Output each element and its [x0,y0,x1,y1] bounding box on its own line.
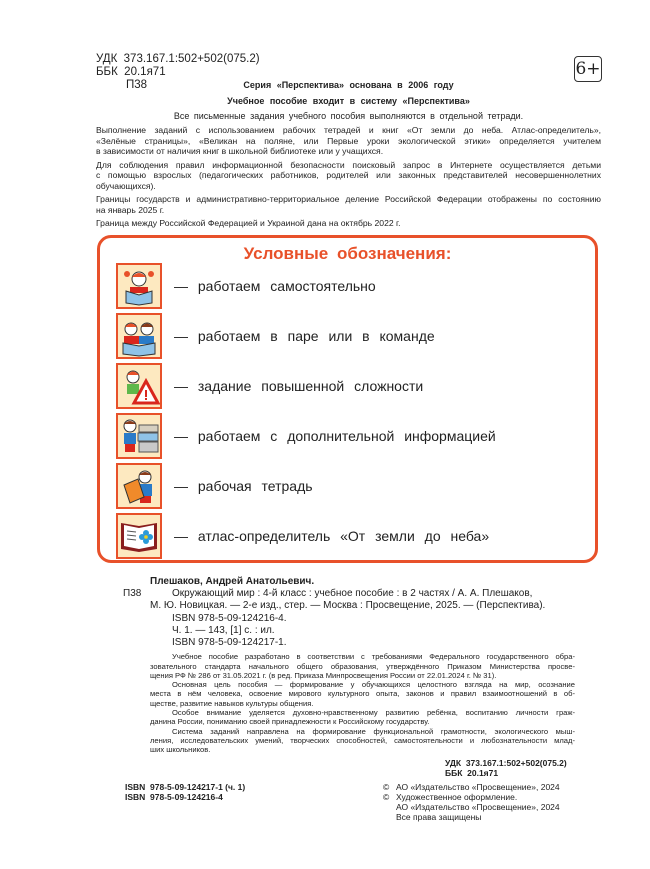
notebook-line: Все письменные задания учебного пособия выполняются в отдельной тетради. [173,111,524,121]
bbk-code: ББК 20.1я71 [445,768,499,779]
line: места в нём человека, освоение мирового культурного опыта, законов и правил взаимоотношений в об- [150,689,575,699]
paragraph-books [96,125,601,157]
legend-item [116,463,313,509]
line: Особое внимание уделяется духовно-нравственному развитию ребёнка, воспитанию личности граж- [172,708,575,717]
line: с помощью взрослых (педагогических работников, родителей или законных представителей несовершеннолетних [96,170,601,180]
copyright-line: АО «Издательство «Просвещение», 2024 [396,782,560,793]
copyright-mark: © [383,782,390,793]
paragraph-safety [96,160,601,192]
line: ления, исследовательских умений, творческих способностей, самостоятельности и любознательности млад- [150,735,575,745]
bib-line: Окружающий мир : 4-й класс : учебное пособие : в 2 частях / А. А. Плешаков, [172,588,533,600]
line: Выполнение заданий с использованием рабочих тетрадей и книг «От земли до неба. Атлас-определитель», [96,125,601,135]
legend-item-text: — работаем в паре или в команде [174,328,435,344]
age-rating-badge: 6+ [574,56,602,82]
legend-item [116,263,376,309]
imprint [123,576,575,823]
line: щения РФ № 286 от 31.05.2021 г. (в ред. Приказа Минпросвещения России от 22.01.2024 г. № 31). [150,670,497,680]
author-name: Плешаков, Андрей Анатольевич. [150,576,315,587]
front-matter [96,53,601,229]
line: ших школьников. [150,745,211,755]
system-line: Учебное пособие входит в систему «Перспектива» [227,96,470,106]
bib-line: ISBN 978-5-09-124217-1. [172,637,287,649]
bbk-code: ББК 20.1я71 [96,66,166,78]
legend-item-text: — работаем самостоятельно [174,278,376,294]
udk-code: УДК 373.167.1:502+502(075.2) [96,53,260,65]
line: «Зелёные страницы», «Великан на поляне, или Первые уроки экологической этики» определяется учителем [96,135,601,146]
line: Границы государств и административно-территориальное деление Российской Федерации отображены по состоянию [96,194,601,204]
line: ществе, развитие навыков культуры общения. [150,698,314,708]
bibliographic-record [123,576,575,649]
line: зовательного стандарта начального общего образования, утверждённого Приказом Министерства просве- [150,661,575,671]
paragraph-borders [96,194,601,215]
line: на январь 2025 г. [96,204,165,215]
legend-item-text: — рабочая тетрадь [174,478,313,494]
copyright-line: Художественное оформление. [396,792,518,803]
legend-item-text: — задание повышенной сложности [174,378,424,394]
line: данина России, пониманию своей принадлежности к Российскому государству. [150,717,430,727]
udk-code: УДК 373.167.1:502+502(075.2) [445,758,567,769]
line: Система заданий направлена на формирование функциональной грамотности, экологического мыш- [172,726,575,736]
legend-item-text: — атлас-определитель «От земли до неба» [174,528,490,544]
line: Основная цель пособия — формирование у обучающихся целостного взгляда на мир, осознание [172,680,575,690]
copyright-line: АО «Издательство «Просвещение», 2024 [396,802,560,813]
copyright-line: Все права защищены [396,812,482,823]
isbn-block [125,782,365,822]
line: Граница между Российской Федерацией и Украиной дана на октябрь 2022 г. [96,218,401,228]
warning-girl-icon [116,363,162,409]
legend-item [116,413,496,459]
series-row [96,79,601,92]
boy-books-icon [116,413,162,459]
girl-reading-icon [116,263,162,309]
bib-line: Ч. 1. — 143, [1] с. : ил. [172,624,275,636]
classification-header [96,53,601,79]
annotation [150,652,575,754]
copyright-block [383,782,560,822]
boy-workbook-icon [116,463,162,509]
legend-box [97,235,598,563]
legend-item [116,513,489,559]
bib-line: М. Ю. Новицкая. — 2-е изд., стер. — Москва : Просвещение, 2025. — (Перспектива). [150,600,546,612]
pair-reading-icon [116,313,162,359]
copyright-mark: © [383,792,390,803]
legend-item-text: — работаем с дополнительной информацией [174,428,496,444]
bib-author-mark: П38 [123,588,142,600]
author-mark: П38 [126,79,148,91]
line: Учебное пособие разработано в соответствии с требованиями Федерального государственного обра- [172,652,575,662]
isbn-copyright-row [125,782,575,823]
series-line: Серия «Перспектива» основана в 2006 году [243,80,454,90]
legend-item [116,363,423,409]
isbn-line: ISBN 978-5-09-124217-1 (ч. 1) [125,782,246,793]
legend-item [116,313,435,359]
line: Для соблюдения правил информационной безопасности поисковый запрос в Интернете осуществляется детьми [96,159,601,170]
paragraph-ukraine [96,218,601,229]
atlas-book-icon [116,513,162,559]
line: обучающихся). [96,180,156,191]
line: в зависимости от наличия книг в школьной библиотеке или у учащихся. [96,146,384,156]
legend-title: Условные обозначения: [243,244,452,263]
isbn-line: ISBN 978-5-09-124216-4 [125,792,223,803]
bib-line: ISBN 978-5-09-124216-4. [172,612,287,624]
bottom-classification [445,758,575,778]
